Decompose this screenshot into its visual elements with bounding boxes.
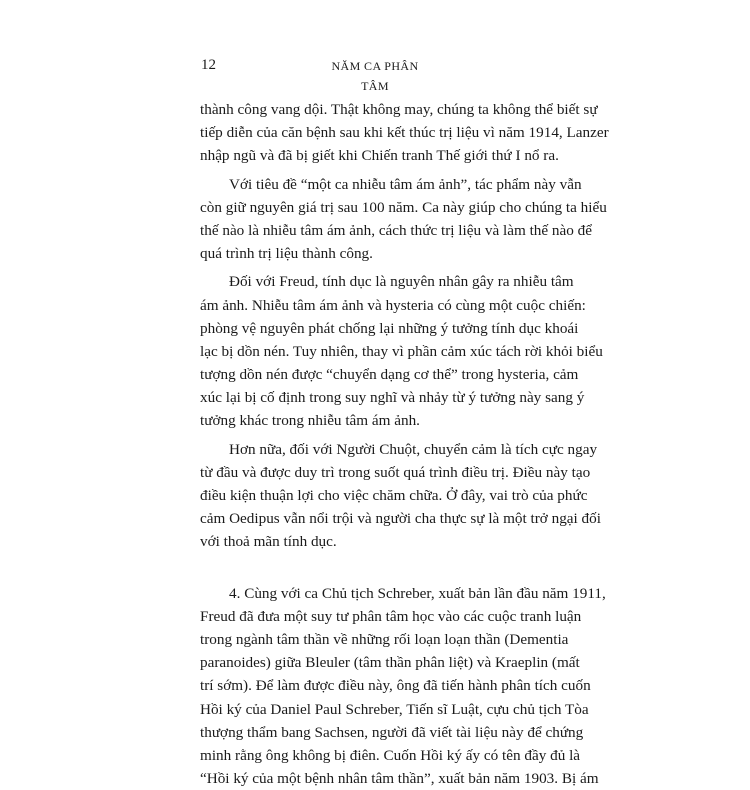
paragraph-3 bbox=[200, 270, 603, 432]
text-line: thế nào là nhiễu tâm ám ảnh, cách thức trị liệu và làm thế nào để bbox=[200, 221, 592, 239]
text-line: thượng thẩm bang Sachsen, người đã viết tài liệu này để chứng bbox=[200, 723, 584, 741]
text-line: Hơn nữa, đối với Người Chuột, chuyển cảm là tích cực ngay bbox=[229, 440, 598, 458]
text-line: trí sớm). Để làm được điều này, ông đã tiến hành phân tích cuốn bbox=[200, 677, 591, 695]
text-line: tượng dồn nén được “chuyển dạng cơ thể” trong hysteria, cảm bbox=[200, 366, 579, 384]
paragraph-4 bbox=[200, 438, 601, 554]
text-line: còn giữ nguyên giá trị sau 100 năm. Ca này giúp cho chúng ta hiểu bbox=[200, 198, 607, 216]
paragraph-2 bbox=[200, 173, 607, 266]
text-line: Hồi ký của Daniel Paul Schreber, Tiến sĩ Luật, cựu chủ tịch Tòa bbox=[200, 700, 589, 718]
text-line: minh rằng ông không bị điên. Cuốn Hồi ký ấy có tên đầy đủ là bbox=[200, 746, 581, 764]
body-text bbox=[200, 98, 609, 790]
text-line: trong ngành tâm thần về những rối loạn loạn thần (Dementia bbox=[200, 630, 569, 648]
text-line: Freud đã đưa một suy tư phân tâm học vào các cuộc tranh luận bbox=[200, 607, 582, 625]
text-line: quá trình trị liệu thành công. bbox=[200, 245, 373, 263]
text-line: Với tiêu đề “một ca nhiễu tâm ám ảnh”, tác phẩm này vẫn bbox=[229, 175, 582, 193]
text-line: từ đầu và được duy trì trong suốt quá trình điều trị. Điều này tạo bbox=[200, 463, 591, 481]
text-line: “Hồi ký của một bệnh nhân tâm thần”, xuất bản năm 1903. Bị ám bbox=[200, 770, 599, 788]
text-line: điều kiện thuận lợi cho việc chăm chữa. Ở đây, vai trò của phức bbox=[200, 487, 588, 504]
text-line: paranoides) giữa Bleuler (tâm thần phân liệt) và Kraeplin (mất bbox=[200, 654, 580, 672]
text-line: lạc bị dồn nén. Tuy nhiên, thay vì phần cảm xúc tách rời khỏi biểu bbox=[200, 342, 603, 360]
text-line: phòng vệ nguyên phát chống lại những ý tưởng tính dục khoái bbox=[200, 319, 579, 337]
text-line: nhập ngũ và đã bị giết khi Chiến tranh Thế giới thứ I nổ ra. bbox=[200, 147, 559, 165]
page-number: 12 bbox=[201, 57, 216, 73]
text-line: Đối với Freud, tính dục là nguyên nhân gây ra nhiễu tâm bbox=[229, 273, 574, 291]
paragraph-5 bbox=[200, 582, 606, 790]
running-title: NĂM CA PHÂN TÂM bbox=[331, 59, 419, 93]
text-line: với thoả mãn tính dục. bbox=[200, 533, 337, 551]
text-line: 4. Cùng với ca Chủ tịch Schreber, xuất bản lần đầu năm 1911, bbox=[229, 584, 606, 602]
text-line: thành công vang dội. Thật không may, chúng ta không thể biết sự bbox=[200, 101, 598, 118]
text-line: cảm Oedipus vẫn nổi trội và người cha thực sự là một trở ngại đối bbox=[200, 510, 601, 528]
text-line: ám ảnh. Nhiễu tâm ám ảnh và hysteria có cùng một cuộc chiến: bbox=[200, 296, 586, 314]
text-line: tiếp diễn của căn bệnh sau khi kết thúc trị liệu vì năm 1914, Lanzer bbox=[200, 124, 609, 142]
paragraph-1 bbox=[200, 98, 609, 168]
text-line: xúc lại bị cố định trong suy nghĩ và nhảy từ ý tưởng này sang ý bbox=[200, 389, 585, 407]
text-line: tưởng khác trong nhiễu tâm ám ảnh. bbox=[200, 412, 420, 430]
